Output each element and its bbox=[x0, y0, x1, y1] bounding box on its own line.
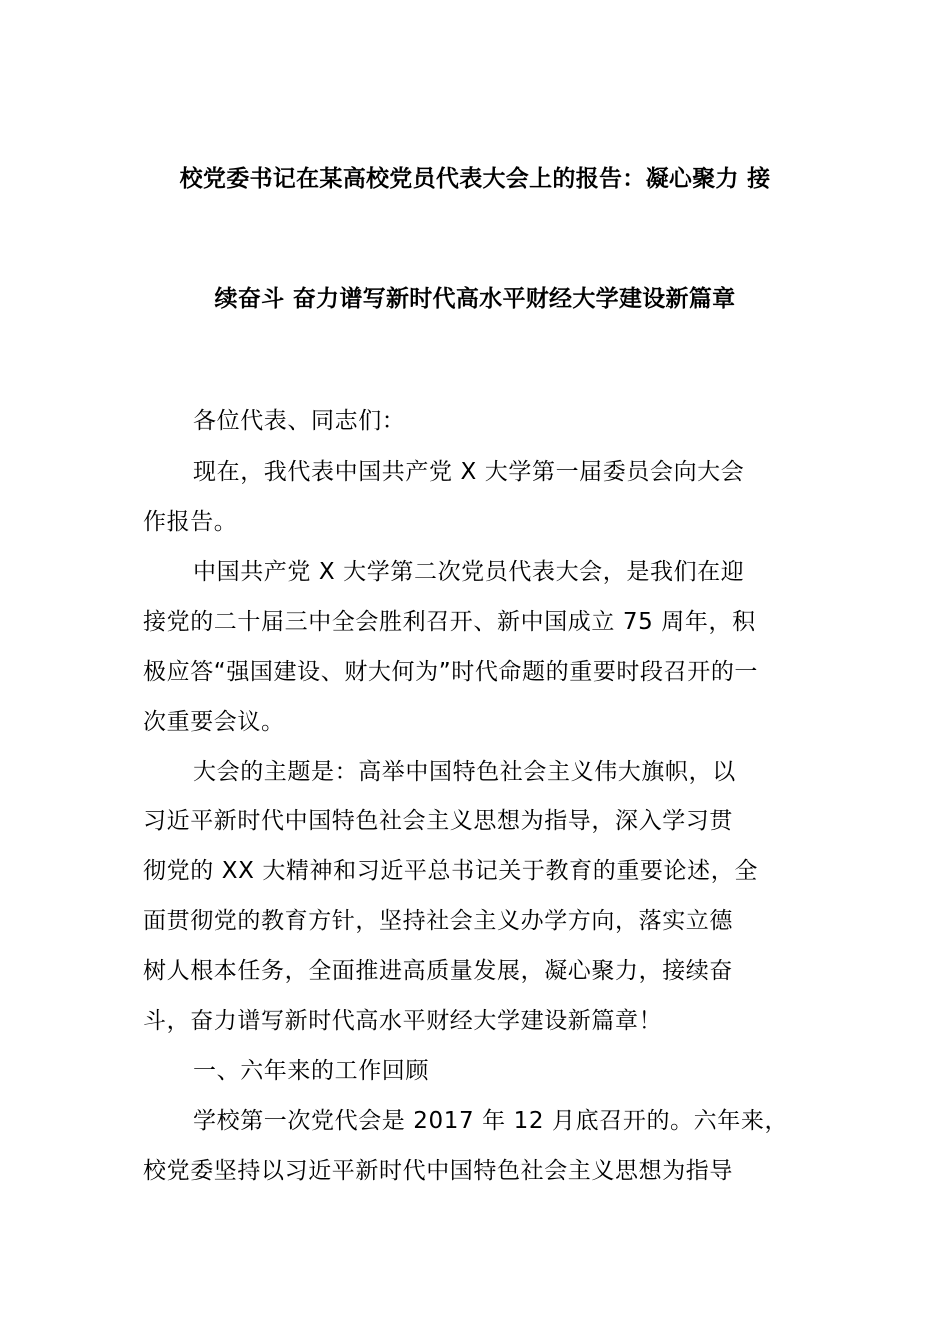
document-title-line-2: 续奋斗 奋力谱写新时代高水平财经大学建设新篇章 bbox=[214, 286, 736, 312]
paragraph-line: 极应答“强国建设、财大何为”时代命题的重要时段召开的一 bbox=[143, 659, 759, 685]
paragraph-line: 面贯彻党的教育方针，坚持社会主义办学方向，落实立德 bbox=[143, 908, 733, 934]
paragraph-line: 次重要会议。 bbox=[143, 709, 285, 735]
section-heading: 一、六年来的工作回顾 bbox=[193, 1058, 429, 1084]
paragraph-line: 大会的主题是：高举中国特色社会主义伟大旗帜，以 bbox=[193, 759, 736, 785]
paragraph-line: 作报告。 bbox=[143, 509, 238, 535]
paragraph-line: 中国共产党 X 大学第二次党员代表大会，是我们在迎 bbox=[193, 559, 745, 585]
paragraph-line: 习近平新时代中国特色社会主义思想为指导，深入学习贯 bbox=[143, 808, 733, 834]
salutation: 各位代表、同志们： bbox=[193, 408, 406, 434]
paragraph-line: 校党委坚持以习近平新时代中国特色社会主义思想为指导 bbox=[143, 1158, 733, 1184]
paragraph-line: 学校第一次党代会是 2017 年 12 月底召开的。六年来， bbox=[193, 1108, 789, 1134]
paragraph-line: 斗，奋力谱写新时代高水平财经大学建设新篇章！ bbox=[143, 1008, 663, 1034]
paragraph-line: 彻党的 XX 大精神和习近平总书记关于教育的重要论述，全 bbox=[143, 858, 758, 884]
paragraph-line: 接党的二十届三中全会胜利召开、新中国成立 75 周年，积 bbox=[143, 609, 756, 635]
paragraph-line: 现在，我代表中国共产党 X 大学第一届委员会向大会 bbox=[193, 459, 745, 485]
paragraph-line: 树人根本任务，全面推进高质量发展，凝心聚力，接续奋 bbox=[143, 958, 733, 984]
document-title-line-1: 校党委书记在某高校党员代表大会上的报告：凝心聚力 接 bbox=[179, 166, 771, 192]
